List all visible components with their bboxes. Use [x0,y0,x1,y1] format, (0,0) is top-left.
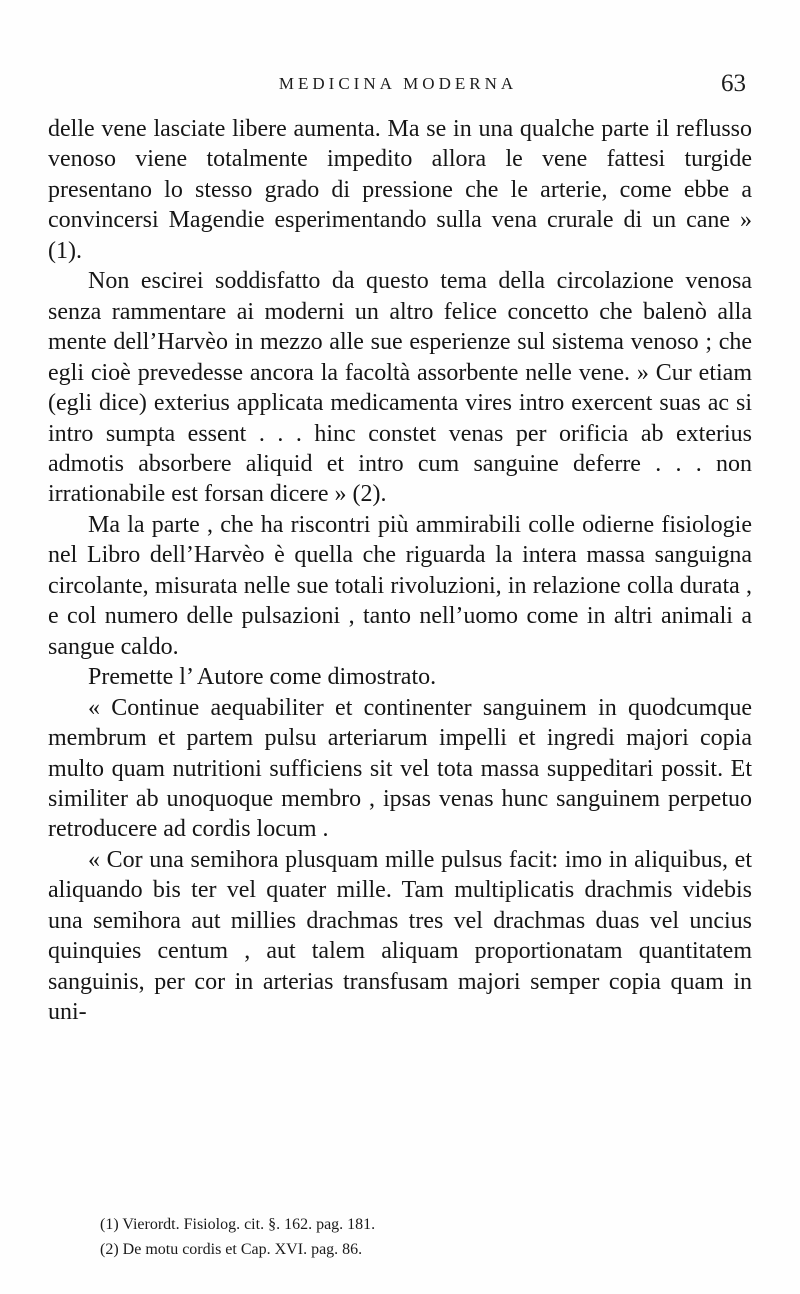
paragraph-quote-continue: « Continue aequabiliter et continenter sanguinem in quodcumque membrum et partem pulsu arteriarum impelli et ingredi majori copia multo quam nutritioni sufficiens sit vel tota massa suppeditari possit. Et similiter ab unoquoque membro , ipsas venas hunc sanguinem perpetuo retroducere ad cordis locum . [48,694,752,843]
paragraph-continuation: delle vene lasciate libere aumenta. Ma se in una qualche parte il reflusso venoso viene totalmente impedito allora le vene fattesi turgide presentano lo stesso grado di pressione che le arterie, come ebbe a convincersi Magendie esperimentando sulla vena crurale di un cane » (1). [48,116,752,264]
page-number: 63 [721,70,746,97]
paragraph-quote-cor: « Cor una semihora plusquam mille pulsus facit: imo in aliquibus, et aliquando bis ter vel quater mille. Tam multiplicatis drachmis videbis una semihora aut millies drachmas tres vel drachmas duas vel uncius quinquies centum , aut talem aliquam proportionatam quantitatem sanguinis, per cor in arterias transfusam majori semper copia quam in uni- [48,846,752,1026]
footnote-2: (2) De motu cordis et Cap. XVI. pag. 86. [100,1241,363,1258]
footnotes [100,1212,375,1262]
page-header [48,72,748,102]
body-text [48,114,752,1028]
paragraph-blood-mass: Ma la parte , che ha riscontri più ammirabili colle odierne fisiologie nel Libro dell’Harvèo è quella che riguarda la intera massa sanguigna circolante, misurata nelle sue totali rivoluzioni, in relazione colla durata , e col numero delle pulsazioni , tanto nell’uomo come in altri animali a sangue caldo. [48,511,752,660]
paragraph-premise: Premette l’ Autore come dimostrato. [88,664,437,691]
running-title: MEDICINA MODERNA [278,74,518,93]
paragraph-venous-absorption: Non escirei soddisfatto da questo tema della circolazione venosa senza rammentare ai moderni un altro felice concetto che balenò alla mente dell’Harvèo in mezzo alle sue esperienze sul sistema venoso ; che egli cioè prevedesse ancora la facoltà assorbente nelle vene. » Cur etiam (egli dice) exterius applicata medicamenta vires intro exercent suas ac si intro sumpta essent . . . hinc constet venas per orificia ab exterius admotis absorbere aliquid et intro cum sanguine deferre . . . non irrationabile est forsan dicere » (2). [48,268,752,508]
footnote-1: (1) Vierordt. Fisiolog. cit. §. 162. pag. 181. [100,1216,376,1233]
